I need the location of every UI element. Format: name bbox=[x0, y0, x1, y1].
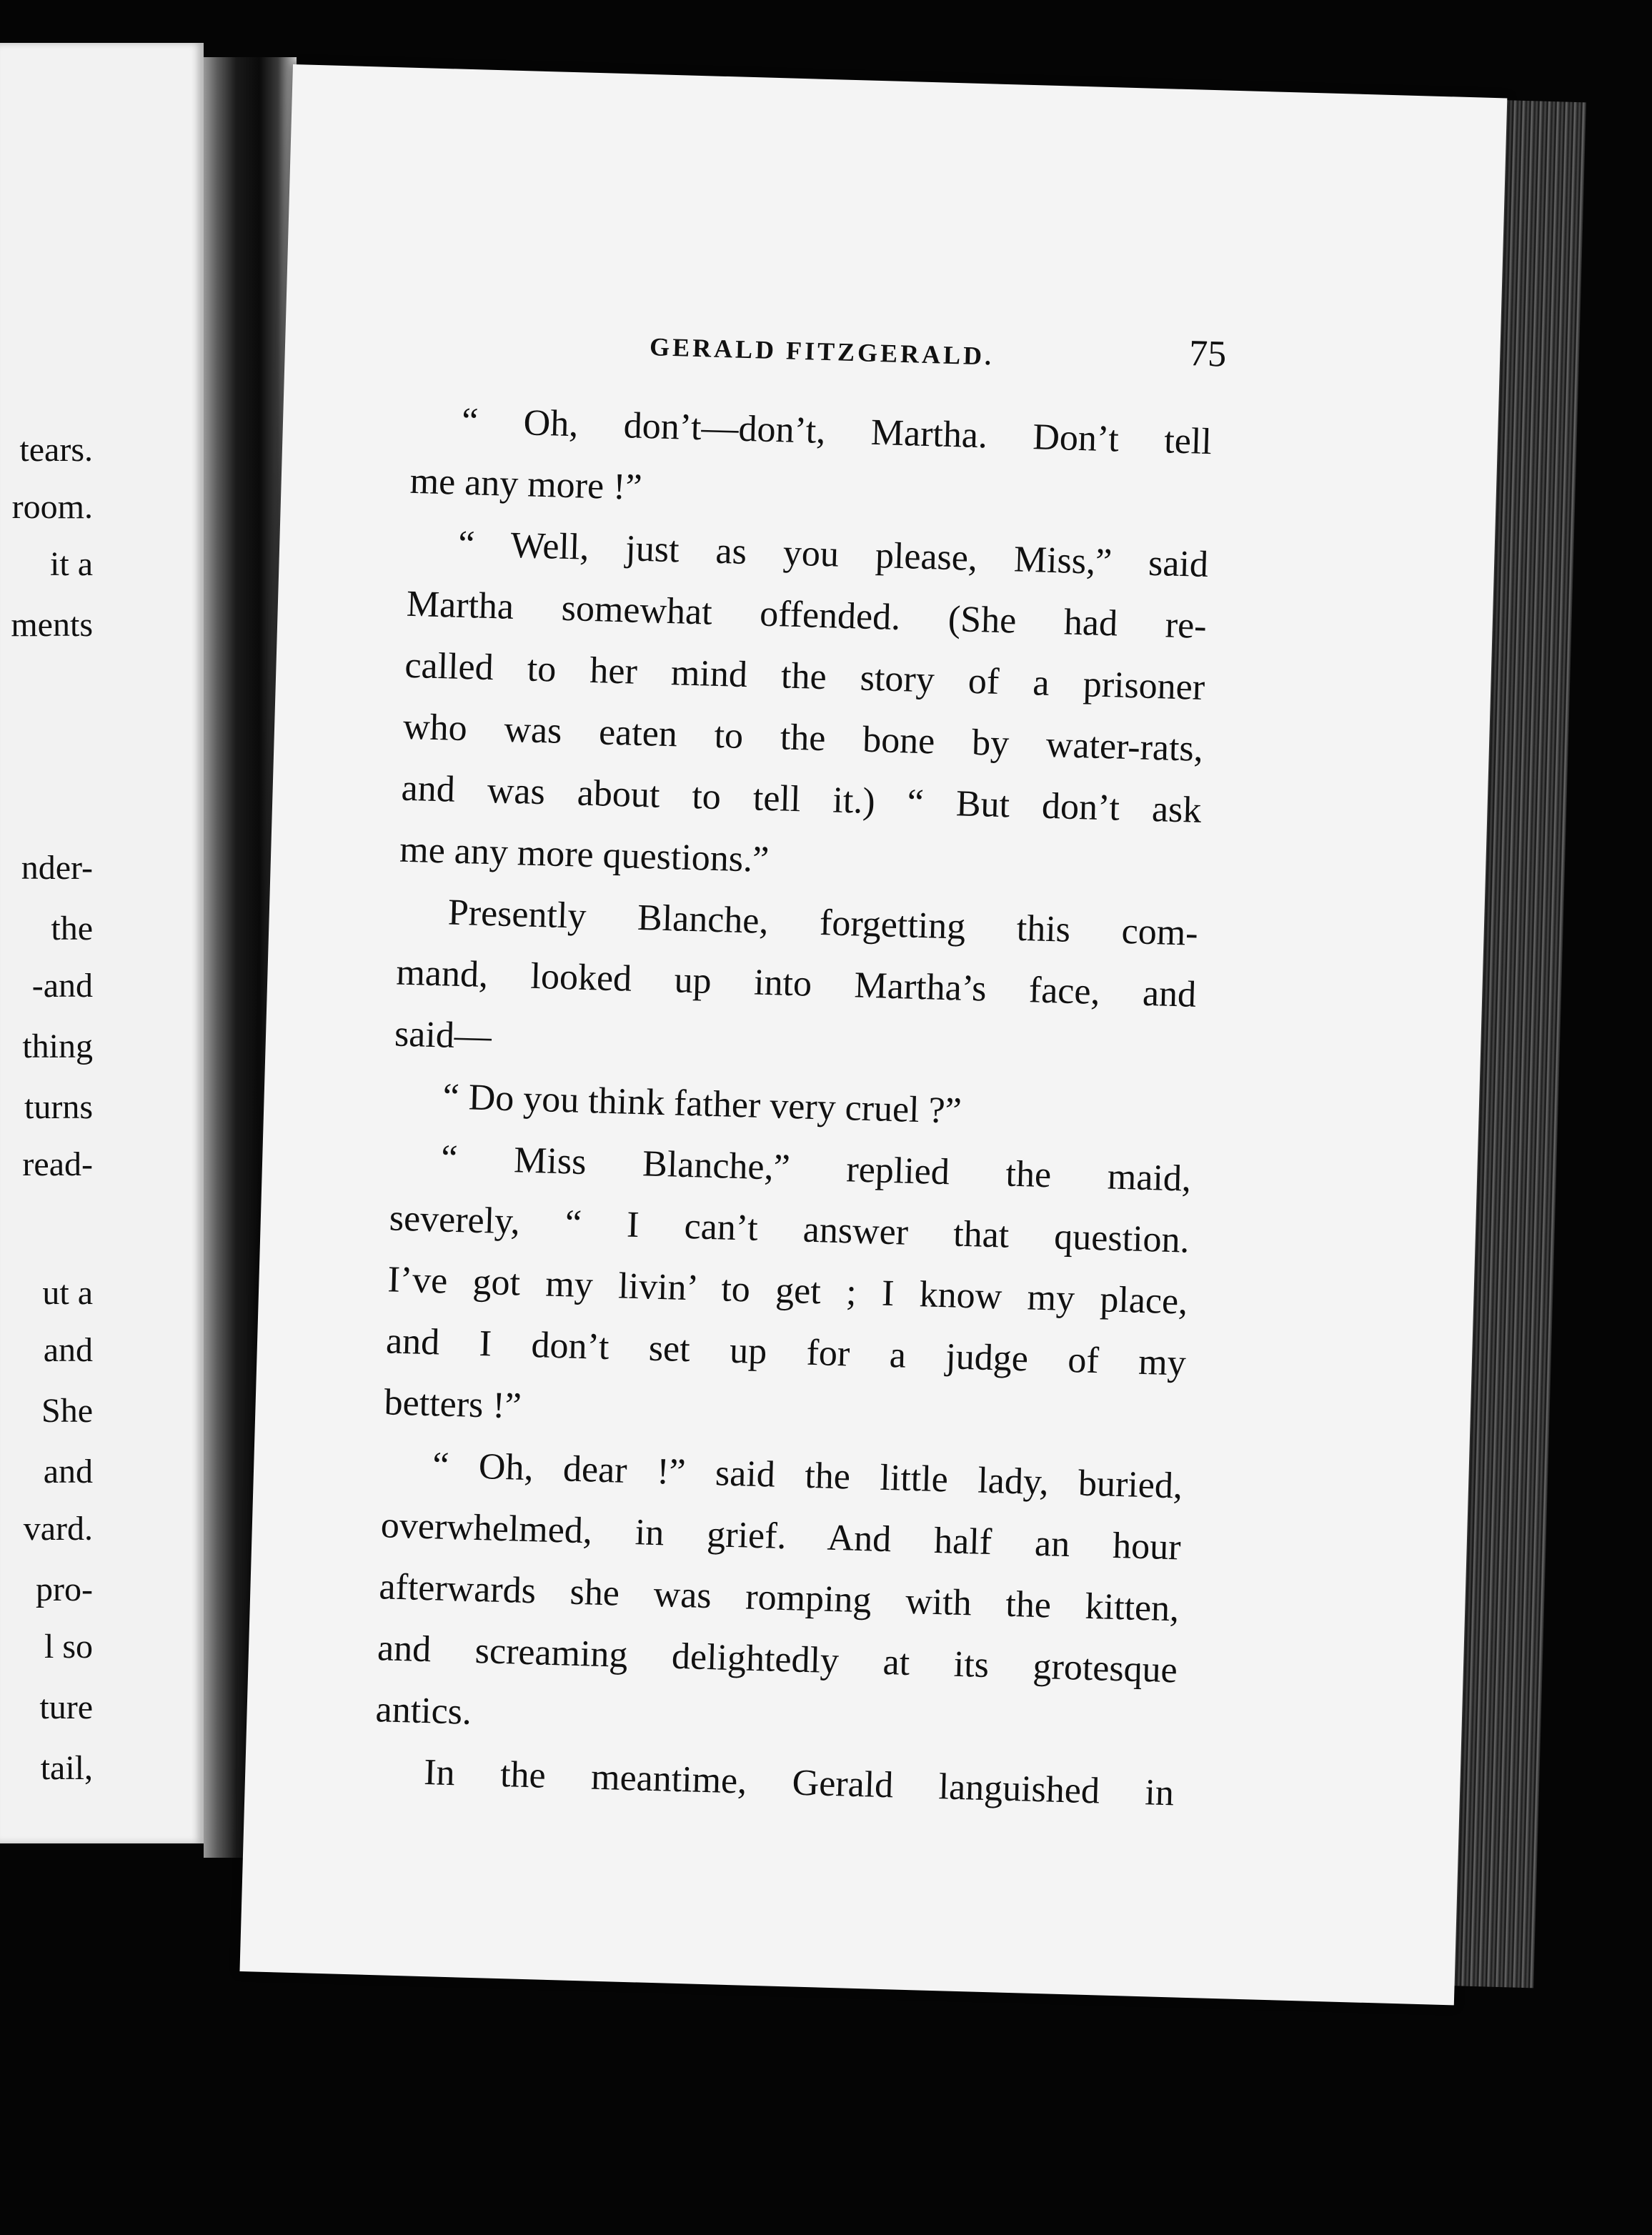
left-fragment-line: She bbox=[41, 1392, 93, 1430]
text-line: and was about to tell it.) “ But don’t ask bbox=[400, 767, 1203, 831]
text-line: who was eaten to the bone by water-rats, bbox=[402, 706, 1204, 770]
left-fragment-line: vard. bbox=[23, 1510, 93, 1548]
text-line: me any more !” bbox=[409, 460, 643, 508]
left-fragment-line: l so bbox=[44, 1628, 93, 1666]
left-fragment-line: ut a bbox=[42, 1274, 93, 1312]
text-line: In the meantime, Gerald languished in bbox=[423, 1752, 1175, 1814]
text-line: “ Do you think father very cruel ?” bbox=[442, 1076, 962, 1132]
text-line: I’ve got my livin’ to get ; I know my place, bbox=[387, 1259, 1188, 1323]
left-fragment-line: ments bbox=[11, 606, 93, 644]
text-line: and I don’t set up for a judge of my bbox=[385, 1320, 1187, 1384]
text-line: Martha somewhat offended. (She had re- bbox=[406, 583, 1208, 647]
text-line: betters !” bbox=[383, 1382, 522, 1427]
text-line: mand, looked up into Martha’s face, and bbox=[395, 952, 1197, 1015]
text-line: said— bbox=[394, 1013, 492, 1057]
left-fragment-line: room. bbox=[11, 488, 93, 526]
book-page bbox=[239, 64, 1507, 2005]
text-line: “ Oh, don’t—don’t, Martha. Don’t tell bbox=[461, 400, 1213, 463]
text-line: me any more questions.” bbox=[399, 829, 770, 881]
left-fragment-line: and bbox=[43, 1453, 93, 1490]
left-fragment-line: nder- bbox=[21, 849, 93, 887]
left-fragment-line: tears. bbox=[19, 431, 93, 469]
text-line: “ Oh, dear !” said the little lady, buried, bbox=[432, 1445, 1183, 1507]
text-line: “ Miss Blanche,” replied the maid, bbox=[440, 1138, 1192, 1200]
running-head: GERALD FITZGERALD. bbox=[649, 332, 995, 371]
left-fragment-line: it a bbox=[50, 545, 93, 583]
left-fragment-line: read- bbox=[22, 1145, 93, 1183]
left-fragment-line: thing bbox=[22, 1027, 93, 1065]
text-line: called to her mind the story of a prisoner bbox=[404, 644, 1205, 708]
text-line: Presently Blanche, forgetting this com- bbox=[447, 892, 1199, 954]
left-fragment-line: -and bbox=[31, 967, 93, 1005]
text-line: “ Well, just as you please, Miss,” said bbox=[457, 523, 1209, 586]
text-line: overwhelmed, in grief. And half an hour bbox=[380, 1505, 1182, 1568]
left-fragment-line: turns bbox=[24, 1088, 93, 1126]
text-line: severely, “ I can’t answer that question. bbox=[389, 1198, 1190, 1261]
left-fragment-line: pro- bbox=[36, 1571, 93, 1608]
left-fragment-line: and bbox=[43, 1331, 93, 1369]
previous-page-fragment bbox=[0, 43, 204, 1843]
left-fragment-line: the bbox=[51, 910, 93, 947]
text-line: and screaming delightedly at its grotesque bbox=[377, 1628, 1178, 1691]
page-number: 75 bbox=[1188, 333, 1227, 375]
body-text bbox=[373, 389, 1213, 1825]
text-line: afterwards she was romping with the kitten, bbox=[378, 1566, 1180, 1630]
left-fragment-line: tail, bbox=[40, 1749, 93, 1787]
text-line: antics. bbox=[374, 1689, 472, 1733]
left-fragment-line: ture bbox=[39, 1688, 93, 1726]
